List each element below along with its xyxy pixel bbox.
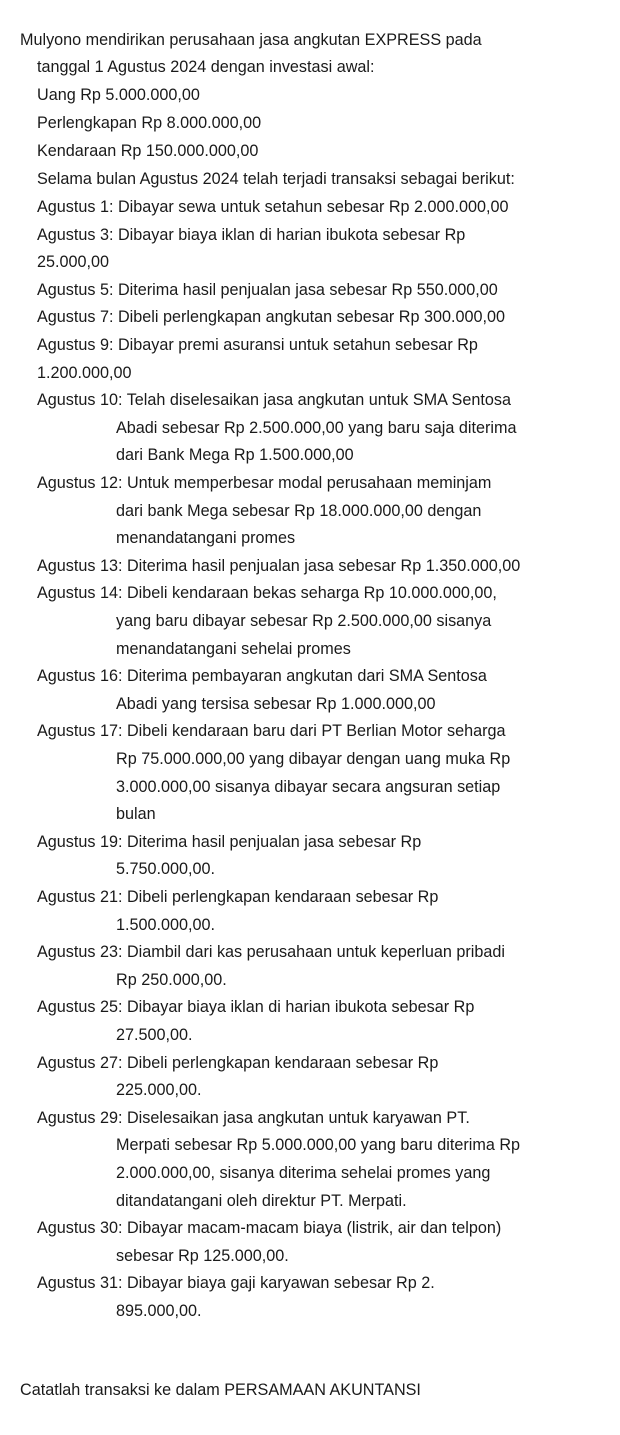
transaction-entry: Agustus 14: Dibeli kendaraan bekas seharga Rp 10.000.000,00, bbox=[37, 584, 497, 602]
transaction-continuation: 27.500,00. bbox=[116, 1026, 193, 1044]
transaction-continuation: Rp 75.000.000,00 yang dibayar dengan uang muka Rp bbox=[116, 750, 511, 768]
transaction-continuation: Abadi sebesar Rp 2.500.000,00 yang baru saja diterima bbox=[116, 419, 517, 437]
transaction-entry: Agustus 23: Diambil dari kas perusahaan untuk keperluan pribadi bbox=[37, 943, 505, 961]
intro-line-2: tanggal 1 Agustus 2024 dengan investasi awal: bbox=[37, 58, 375, 76]
transaction-continuation: menandatangani sehelai promes bbox=[116, 640, 351, 658]
intro-line-1: Mulyono mendirikan perusahaan jasa angkutan EXPRESS pada bbox=[20, 31, 482, 49]
transaction-entry: Agustus 31: Dibayar biaya gaji karyawan sebesar Rp 2. bbox=[37, 1274, 435, 1292]
transaction-continuation: 1.200.000,00 bbox=[37, 364, 132, 382]
transactions-intro: Selama bulan Agustus 2024 telah terjadi transaksi sebagai berikut: bbox=[37, 170, 515, 188]
transaction-entry: Agustus 7: Dibeli perlengkapan angkutan sebesar Rp 300.000,00 bbox=[37, 308, 505, 326]
transaction-entry: Agustus 29: Diselesaikan jasa angkutan untuk karyawan PT. bbox=[37, 1109, 470, 1127]
investment-cash: Uang Rp 5.000.000,00 bbox=[37, 86, 200, 104]
transaction-entry: Agustus 27: Dibeli perlengkapan kendaraan sebesar Rp bbox=[37, 1054, 439, 1072]
transaction-continuation: Rp 250.000,00. bbox=[116, 971, 227, 989]
investment-supplies: Perlengkapan Rp 8.000.000,00 bbox=[37, 114, 262, 132]
transaction-continuation: 1.500.000,00. bbox=[116, 916, 216, 934]
transaction-entry: Agustus 9: Dibayar premi asuransi untuk setahun sebesar Rp bbox=[37, 336, 478, 354]
transaction-entry: Agustus 5: Diterima hasil penjualan jasa sebesar Rp 550.000,00 bbox=[37, 281, 498, 299]
transaction-entry: Agustus 16: Diterima pembayaran angkutan dari SMA Sentosa bbox=[37, 667, 487, 685]
transaction-continuation: ditandatangani oleh direktur PT. Merpati. bbox=[116, 1192, 407, 1210]
transaction-continuation: 25.000,00 bbox=[37, 253, 110, 271]
transaction-continuation: 2.000.000,00, sisanya diterima sehelai promes yang bbox=[116, 1164, 491, 1182]
transaction-continuation: menandatangani promes bbox=[116, 529, 296, 547]
transaction-entry: Agustus 17: Dibeli kendaraan baru dari PT Berlian Motor seharga bbox=[37, 722, 506, 740]
transaction-entry: Agustus 3: Dibayar biaya iklan di harian ibukota sebesar Rp bbox=[37, 226, 466, 244]
transaction-entry: Agustus 12: Untuk memperbesar modal perusahaan meminjam bbox=[37, 474, 492, 492]
transaction-continuation: dari bank Mega sebesar Rp 18.000.000,00 dengan bbox=[116, 502, 482, 520]
transaction-continuation: yang baru dibayar sebesar Rp 2.500.000,00 sisanya bbox=[116, 612, 492, 630]
transaction-entry: Agustus 21: Dibeli perlengkapan kendaraan sebesar Rp bbox=[37, 888, 439, 906]
transaction-entry: Agustus 13: Diterima hasil penjualan jasa sebesar Rp 1.350.000,00 bbox=[37, 557, 521, 575]
transaction-continuation: dari Bank Mega Rp 1.500.000,00 bbox=[116, 446, 354, 464]
transaction-continuation: Merpati sebesar Rp 5.000.000,00 yang baru diterima Rp bbox=[116, 1136, 521, 1154]
transaction-continuation: 895.000,00. bbox=[116, 1302, 202, 1320]
transaction-continuation: 225.000,00. bbox=[116, 1081, 202, 1099]
transaction-continuation: 5.750.000,00. bbox=[116, 860, 216, 878]
transaction-continuation: sebesar Rp 125.000,00. bbox=[116, 1247, 289, 1265]
transaction-continuation: Abadi yang tersisa sebesar Rp 1.000.000,00 bbox=[116, 695, 436, 713]
transaction-entry: Agustus 1: Dibayar sewa untuk setahun sebesar Rp 2.000.000,00 bbox=[37, 198, 509, 216]
transaction-entry: Agustus 25: Dibayar biaya iklan di harian ibukota sebesar Rp bbox=[37, 998, 475, 1016]
instruction: Catatlah transaksi ke dalam PERSAMAAN AKUNTANSI bbox=[20, 1381, 421, 1399]
transaction-entry: Agustus 30: Dibayar macam-macam biaya (listrik, air dan telpon) bbox=[37, 1219, 502, 1237]
transaction-entry: Agustus 19: Diterima hasil penjualan jasa sebesar Rp bbox=[37, 833, 422, 851]
transaction-entry: Agustus 10: Telah diselesaikan jasa angkutan untuk SMA Sentosa bbox=[37, 391, 511, 409]
transaction-continuation: bulan bbox=[116, 805, 156, 823]
investment-vehicles: Kendaraan Rp 150.000.000,00 bbox=[37, 142, 259, 160]
transaction-continuation: 3.000.000,00 sisanya dibayar secara angsuran setiap bbox=[116, 778, 501, 796]
